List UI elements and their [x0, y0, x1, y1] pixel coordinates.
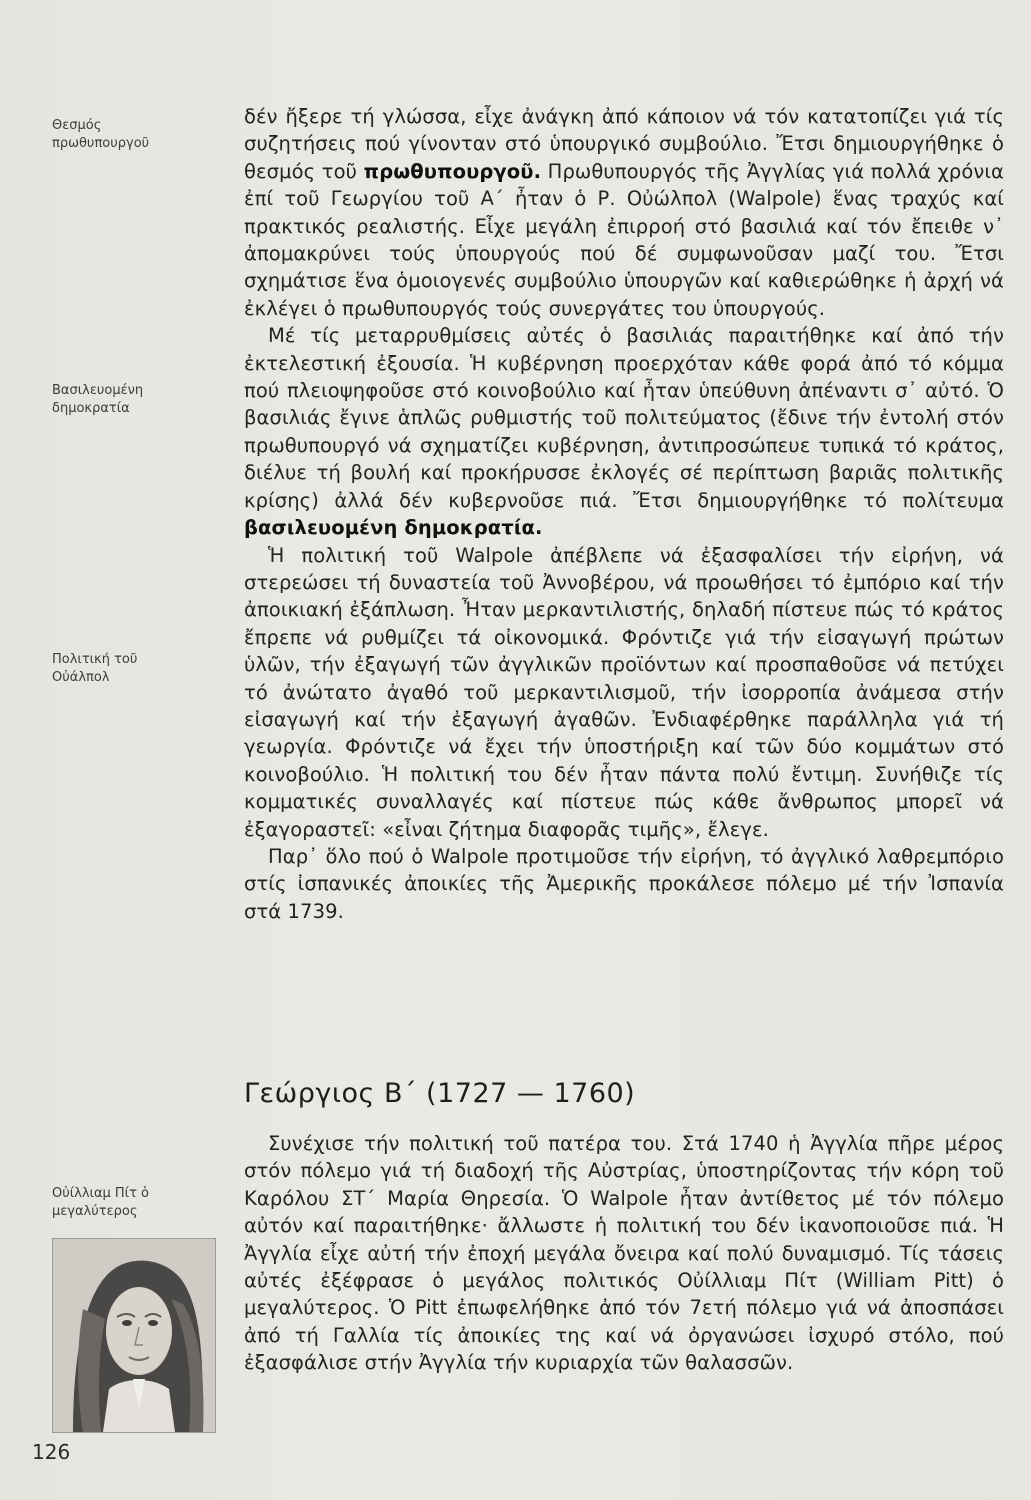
paragraph-text: Πρωθυπουργός τῆς Ἀγγλίας γιά πολλά χρόνια ἐπί τοῦ Γεωργίου τοῦ Α΄ ἦταν ὁ Ρ. Οὐώλπολ (Walpole) ἕνας τραχύς καί πρακτικός ρεαλιστής. Εἶχε μεγάλη ἐπιρροή στό βασιλιά καί τόν ἔπειθε ν᾿ ἀπομακρύνει τούς ὑπουργούς πού δέ συμφωνοῦσαν μαζί του. Ἔτσι σχημάτισε ἕνα ὁμοιογενές συμβούλιο ὑπουργῶν καί καθιερώθηκε ἡ ἀρχή νά ἐκλέγει ὁ πρωθυπουργός τούς συνεργάτες του ὑπουργούς.	[244, 159, 1005, 320]
section-heading-george-ii: Γεώργιος Β΄ (1727 — 1760)	[244, 1078, 636, 1109]
margin-note-line: πρωθυπουργοῦ	[52, 136, 150, 151]
main-text-top	[244, 103, 1004, 925]
margin-note-line: Οὐίλλιαμ Πίτ ὁ	[52, 1186, 149, 1201]
margin-note-pitt	[52, 1185, 222, 1221]
margin-note-line: Πολιτική τοῦ	[52, 652, 138, 667]
paragraph-reforms	[244, 322, 1004, 541]
margin-note-walpole-policy	[52, 651, 222, 687]
paragraph-text: Μέ τίς μεταρρυθμίσεις αὐτές ὁ βασιλιάς παραιτήθηκε καί ἀπό τήν ἐκτελεστική ἐξουσία. Ἡ κυβέρνηση προερχόταν κάθε φορά ἀπό τό κόμμα πού πλειοψηφοῦσε στό κοινοβούλιο καί ἦταν ὑπεύθυνη ἀπέναντι σ᾿ αὐτό. Ὁ βασιλιάς ἔγινε ἁπλῶς ρυθμιστής τοῦ πολιτεύματος (ἔδινε τήν ἐντολή στόν πρωθυπουργό νά σχηματίζει κυβέρνηση, ἀντιπροσώπευε τυπικά τό κράτος, διέλυε τή βουλή καί προκήρυσσε ἐκλογές σέ περίπτωση βαριᾶς πολιτικῆς κρίσης) ἀλλά δέν κυβερνοῦσε πιά. Ἔτσι δημιουργήθηκε τό πολίτευμα	[244, 324, 1004, 512]
bold-term-prime-minister: πρωθυπουργοῦ.	[363, 159, 542, 183]
page-number: 126	[32, 1440, 71, 1464]
margin-note-line: Βασιλευομένη	[52, 383, 144, 398]
paragraph-prime-minister	[244, 103, 1004, 322]
margin-note-monarchy	[52, 382, 222, 418]
paragraph-text: δέν ἤξερε τή γλώσσα, εἶχε ἀνάγκη ἀπό κάποιον νά τόν κατατοπίζει γιά τίς συζητήσεις πού γίνονταν στό ὑπουργικό συμβούλιο. Ἔτσι δημιουργήθηκε ὁ θεσμός τοῦ	[244, 105, 1004, 183]
margin-note-line: μεγαλύτερος	[52, 1204, 138, 1219]
william-pitt-portrait	[52, 1238, 216, 1433]
margin-note-line: Οὐάλπολ	[52, 670, 110, 685]
margin-note-line: Θεσμός	[52, 118, 102, 133]
portrait-image	[53, 1239, 215, 1432]
paragraph-war-spain: Παρ᾿ ὅλο πού ὁ Walpole προτιμοῦσε τήν εἰρήνη, τό ἀγγλικό λαθρεμπόριο στίς ἰσπανικές ἀποικίες τῆς Ἀμερικῆς προκάλεσε πόλεμο μέ τήν Ἰσπανία στά 1739.	[244, 844, 1004, 923]
margin-note-prime-minister	[52, 117, 222, 153]
paragraph-walpole-policy: Ἡ πολιτική τοῦ Walpole ἀπέβλεπε νά ἐξασφαλίσει τήν εἰρήνη, νά στερεώσει τή δυναστεία τοῦ Ἀννοβέρου, νά προωθήσει τό ἐμπόριο καί τήν ἀποικιακή ἐξάπλωση. Ἦταν μερκαντιλιστής, δηλαδή πίστευε πώς τό κράτος ἔπρεπε νά ρυθμίζει τά οἰκονομικά. Φρόντιζε γιά τήν εἰσαγωγή πρώτων ὑλῶν, τήν ἐξαγωγή τῶν ἀγγλικῶν προϊόντων καί προσπαθοῦσε νά πετύχει τό ἀνώτατο ἀγαθό τοῦ μερκαντιλισμοῦ, τήν ἰσορροπία ἀνάμεσα στήν εἰσαγωγή καί τήν ἐξαγωγή ἀγαθῶν. Ἐνδιαφέρθηκε παράλληλα γιά τή γεωργία. Φρόντιζε νά ἔχει τήν ὑποστήριξη καί τῶν δύο κομμάτων στό κοινοβούλιο. Ἡ πολιτική του δέν ἦταν πάντα πολύ ἔντιμη. Συνήθιζε τίς κομματικές συναλλαγές καί πίστευε πώς κάθε ἄνθρωπος μπορεῖ νά ἐξαγοραστεῖ: «εἶναι ζήτημα διαφορᾶς τιμῆς», ἔλεγε.	[244, 543, 1004, 841]
paragraph-george-ii: Συνέχισε τήν πολιτική τοῦ πατέρα του. Στά 1740 ἡ Ἀγγλία πῆρε μέρος στόν πόλεμο γιά τή διαδοχή τῆς Αὐστρίας, ὑποστηρίζοντας τήν κόρη τοῦ Καρόλου ΣΤ΄ Μαρία Θηρεσία. Ὁ Walpole ἦταν ἀντίθετος μέ τόν πόλεμο αὐτόν καί παραιτήθηκε· ἄλλωστε ἡ πολιτική του δέν ἱκανοποιοῦσε πιά. Ἡ Ἀγγλία εἶχε αὐτή τήν ἐποχή μεγάλα ὄνειρα καί πολύ δυναμισμό. Τίς τάσεις αὐτές ἐξέφρασε ὁ μεγάλος πολιτικός Οὐίλλιαμ Πίτ (William Pitt) ὁ μεγαλύτερος. Ὁ Pitt ἐπωφελήθηκε ἀπό τόν 7ετή πόλεμο γιά νά ἀποσπάσει ἀπό τή Γαλλία τίς ἀποικίες της καί νά ὀργανώσει ἰσχυρό στόλο, πού ἐξασφάλισε στήν Ἀγγλία τήν κυριαρχία τῶν θαλασσῶν.	[244, 1132, 1004, 1375]
main-text-bottom	[244, 1130, 1004, 1377]
margin-note-line: δημοκρατία	[52, 401, 130, 416]
bold-term-monarchy: βασιλευομένη δημοκρατία.	[244, 516, 543, 540]
